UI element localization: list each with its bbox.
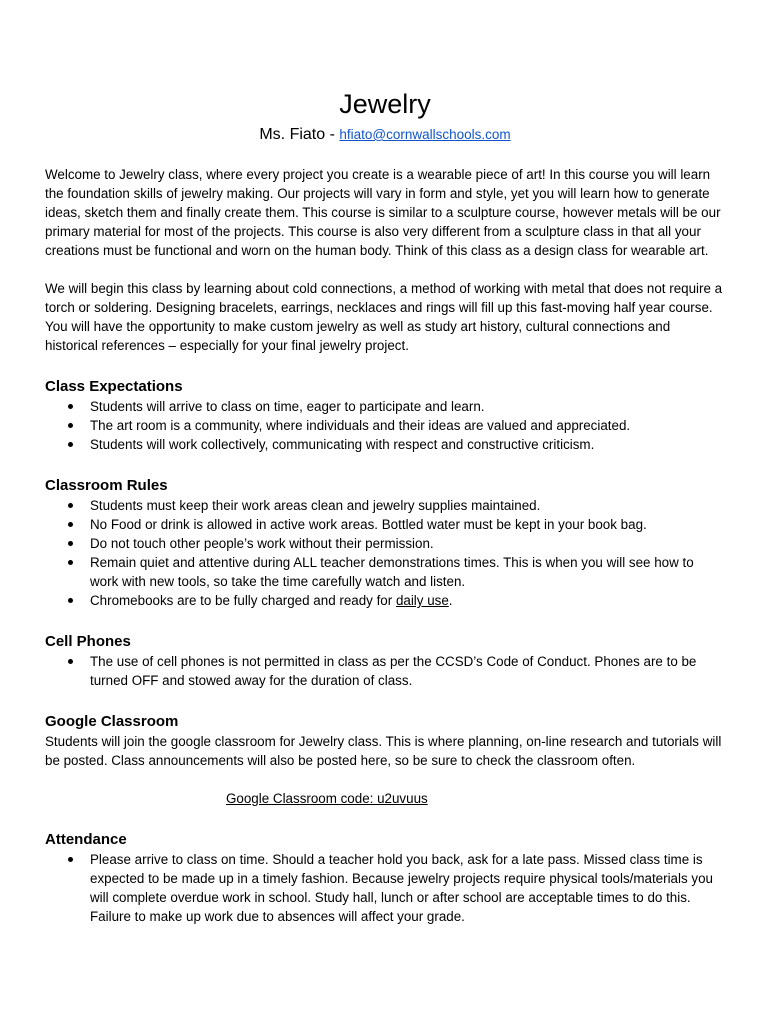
list-item: Remain quiet and attentive during ALL teacher demonstrations times. This is when you will see how to work with new tools, so take the time carefully watch and listen. xyxy=(90,553,725,591)
list-item: Students must keep their work areas clean and jewelry supplies maintained. xyxy=(90,496,725,515)
teacher-name: Ms. Fiato - xyxy=(259,126,340,143)
list-item: The use of cell phones is not permitted in class as per the CCSD’s Code of Conduct. Phones are to be turned OFF and stowed away for the duration of class. xyxy=(90,652,725,690)
list-item: Students will arrive to class on time, eager to participate and learn. xyxy=(90,397,725,416)
list-item: No Food or drink is allowed in active work areas. Bottled water must be kept in your book bag. xyxy=(90,515,725,534)
list-item: Do not touch other people’s work without their permission. xyxy=(90,534,725,553)
intro-paragraph-2: We will begin this class by learning about cold connections, a method of working with metal that does not require a torch or soldering. Designing bracelets, earrings, necklaces and rings will fill up this fast-moving half year course. You will have the opportunity to make custom jewelry as well as study art history, cultural connections and historical references – especially for your final jewelry project. xyxy=(45,281,723,353)
classroom-code-line xyxy=(45,789,725,808)
daily-use-underlined: daily use xyxy=(395,593,449,608)
list-item xyxy=(90,591,725,610)
chromebook-rule-text: Chromebooks are to be fully charged and ready for xyxy=(90,593,396,608)
page-title: Jewelry xyxy=(339,89,431,119)
teacher-email-link[interactable]: hfiato@cornwallschools.com xyxy=(339,127,511,142)
google-classroom-heading: Google Classroom xyxy=(45,713,179,730)
class-expectations-list xyxy=(45,397,725,454)
list-item: Students will work collectively, communicating with respect and constructive criticism. xyxy=(90,435,725,454)
list-item: Please arrive to class on time. Should a teacher hold you back, ask for a late pass. Missed class time is expected to be made up in a timely fashion. Because jewelry projects require physical tools/materials you will complete overdue work in school. Study hall, lunch or after school are acceptable times to do this. Failure to make up work due to absences will affect your grade. xyxy=(90,850,725,926)
document-body xyxy=(45,165,725,926)
classroom-rules-list xyxy=(45,496,725,610)
cell-phones-heading: Cell Phones xyxy=(45,633,131,650)
intro-paragraph-1: Welcome to Jewelry class, where every project you create is a wearable piece of art! In this course you will learn the foundation skills of jewelry making. Our projects will vary in form and style, yet you will learn how to generate ideas, sketch them and finally create them. This course is similar to a sculpture course, however metals will be our primary material for most of the projects. This course is also very different from a sculpture class in that all your creations must be functional and worn on the human body. Think of this class as a design class for wearable art. xyxy=(45,167,721,258)
class-expectations-heading: Class Expectations xyxy=(45,378,183,395)
attendance-list xyxy=(45,850,725,926)
google-classroom-text: Students will join the google classroom for Jewelry class. This is where planning, on-line research and tutorials will be posted. Class announcements will also be posted here, so be sure to check the classroom often. xyxy=(45,734,722,768)
list-item: The art room is a community, where individuals and their ideas are valued and appreciated. xyxy=(90,416,725,435)
classroom-rules-heading: Classroom Rules xyxy=(45,477,168,494)
chromebook-rule-end: . xyxy=(448,593,453,608)
teacher-line xyxy=(0,124,770,146)
cell-phones-list xyxy=(45,652,725,690)
google-classroom-code: Google Classroom code: u2uvuus xyxy=(226,791,428,806)
attendance-heading: Attendance xyxy=(45,831,127,848)
